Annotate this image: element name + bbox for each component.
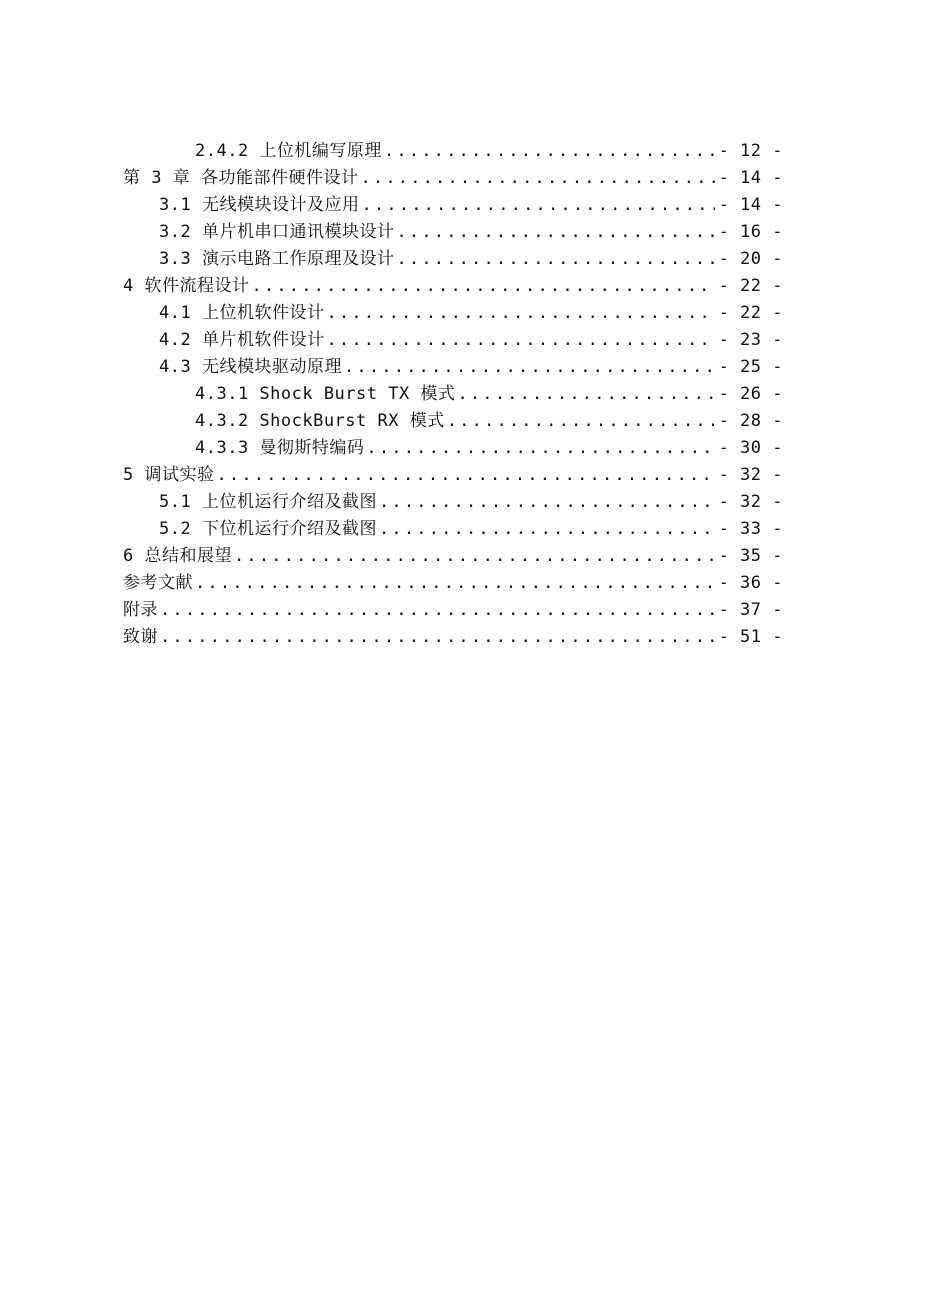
toc-entry[interactable] [123,489,783,516]
toc-entry[interactable] [123,543,783,570]
toc-entry[interactable] [123,192,783,219]
toc-entry-title: 3.1 无线模块设计及应用 [159,195,360,215]
toc-entry-page: - 14 - [718,168,783,188]
toc-entry-title: 4.1 上位机软件设计 [159,303,325,323]
toc-leader-dots [396,219,715,246]
toc-entry-title: 5.2 下位机运行介绍及截图 [159,519,377,539]
toc-leader-dots [216,462,715,489]
toc-entry-page: - 25 - [718,357,783,377]
toc-leader-dots [360,165,715,192]
toc-entry-title: 致谢 [123,627,158,647]
toc-entry-title: 6 总结和展望 [123,546,232,566]
toc-leader-dots [326,327,715,354]
toc-entry-page: - 37 - [718,600,783,620]
toc-entry-page: - 14 - [718,195,783,215]
toc-entry-page: - 36 - [718,573,783,593]
toc-entry[interactable] [123,273,783,300]
toc-leader-dots [447,408,715,435]
toc-entry-title: 4.2 单片机软件设计 [159,330,325,350]
toc-leader-dots [234,543,715,570]
toc-entry-page: - 23 - [718,330,783,350]
toc-entry[interactable] [123,624,783,651]
toc-entry-title: 4.3.1 Shock Burst TX 模式 [195,384,456,404]
toc-leader-dots [366,435,715,462]
toc-entry-title: 3.3 演示电路工作原理及设计 [159,249,395,269]
toc-entry-page: - 28 - [718,411,783,431]
toc-entry-title: 4.3 无线模块驱动原理 [159,357,342,377]
toc-entry[interactable] [123,165,783,192]
toc-leader-dots [326,300,715,327]
toc-leader-dots [379,489,715,516]
toc-entry-title: 4.3.2 ShockBurst RX 模式 [195,411,445,431]
toc-leader-dots [160,597,715,624]
toc-entry-title: 附录 [123,600,158,620]
toc-entry[interactable] [123,435,783,462]
toc-leader-dots [361,192,715,219]
toc-leader-dots [195,570,715,597]
toc-entry[interactable] [123,408,783,435]
toc-leader-dots [251,273,715,300]
toc-entry-page: - 26 - [718,384,783,404]
toc-entry[interactable] [123,246,783,273]
toc-entry[interactable] [123,597,783,624]
toc-entry-title: 参考文献 [123,573,193,593]
toc-entry-title: 4.3.3 曼彻斯特编码 [195,438,365,458]
toc-entry-title: 2.4.2 上位机编写原理 [195,141,382,161]
toc-entry[interactable] [123,354,783,381]
toc-entry-page: - 33 - [718,519,783,539]
toc-entry-title: 5.1 上位机运行介绍及截图 [159,492,377,512]
table-of-contents [123,138,783,651]
toc-entry-page: - 16 - [718,222,783,242]
toc-entry-page: - 35 - [718,546,783,566]
toc-entry[interactable] [123,570,783,597]
toc-entry-title: 3.2 单片机串口通讯模块设计 [159,222,395,242]
toc-leader-dots [344,354,715,381]
toc-entry-title: 4 软件流程设计 [123,276,250,296]
toc-entry-page: - 30 - [718,438,783,458]
toc-entry-page: - 22 - [718,303,783,323]
toc-entry-title: 第 3 章 各功能部件硬件设计 [123,168,359,188]
toc-leader-dots [396,246,715,273]
toc-entry-title: 5 调试实验 [123,465,215,485]
toc-entry[interactable] [123,138,783,165]
toc-entry[interactable] [123,381,783,408]
toc-entry-page: - 22 - [718,276,783,296]
toc-leader-dots [384,138,715,165]
toc-entry-page: - 51 - [718,627,783,647]
toc-leader-dots [457,381,715,408]
toc-entry[interactable] [123,300,783,327]
toc-leader-dots [379,516,715,543]
toc-entry[interactable] [123,327,783,354]
toc-entry[interactable] [123,462,783,489]
toc-entry-page: - 32 - [718,492,783,512]
toc-entry-page: - 20 - [718,249,783,269]
toc-entry[interactable] [123,516,783,543]
toc-entry[interactable] [123,219,783,246]
toc-leader-dots [160,624,715,651]
toc-entry-page: - 12 - [718,141,783,161]
toc-entry-page: - 32 - [718,465,783,485]
